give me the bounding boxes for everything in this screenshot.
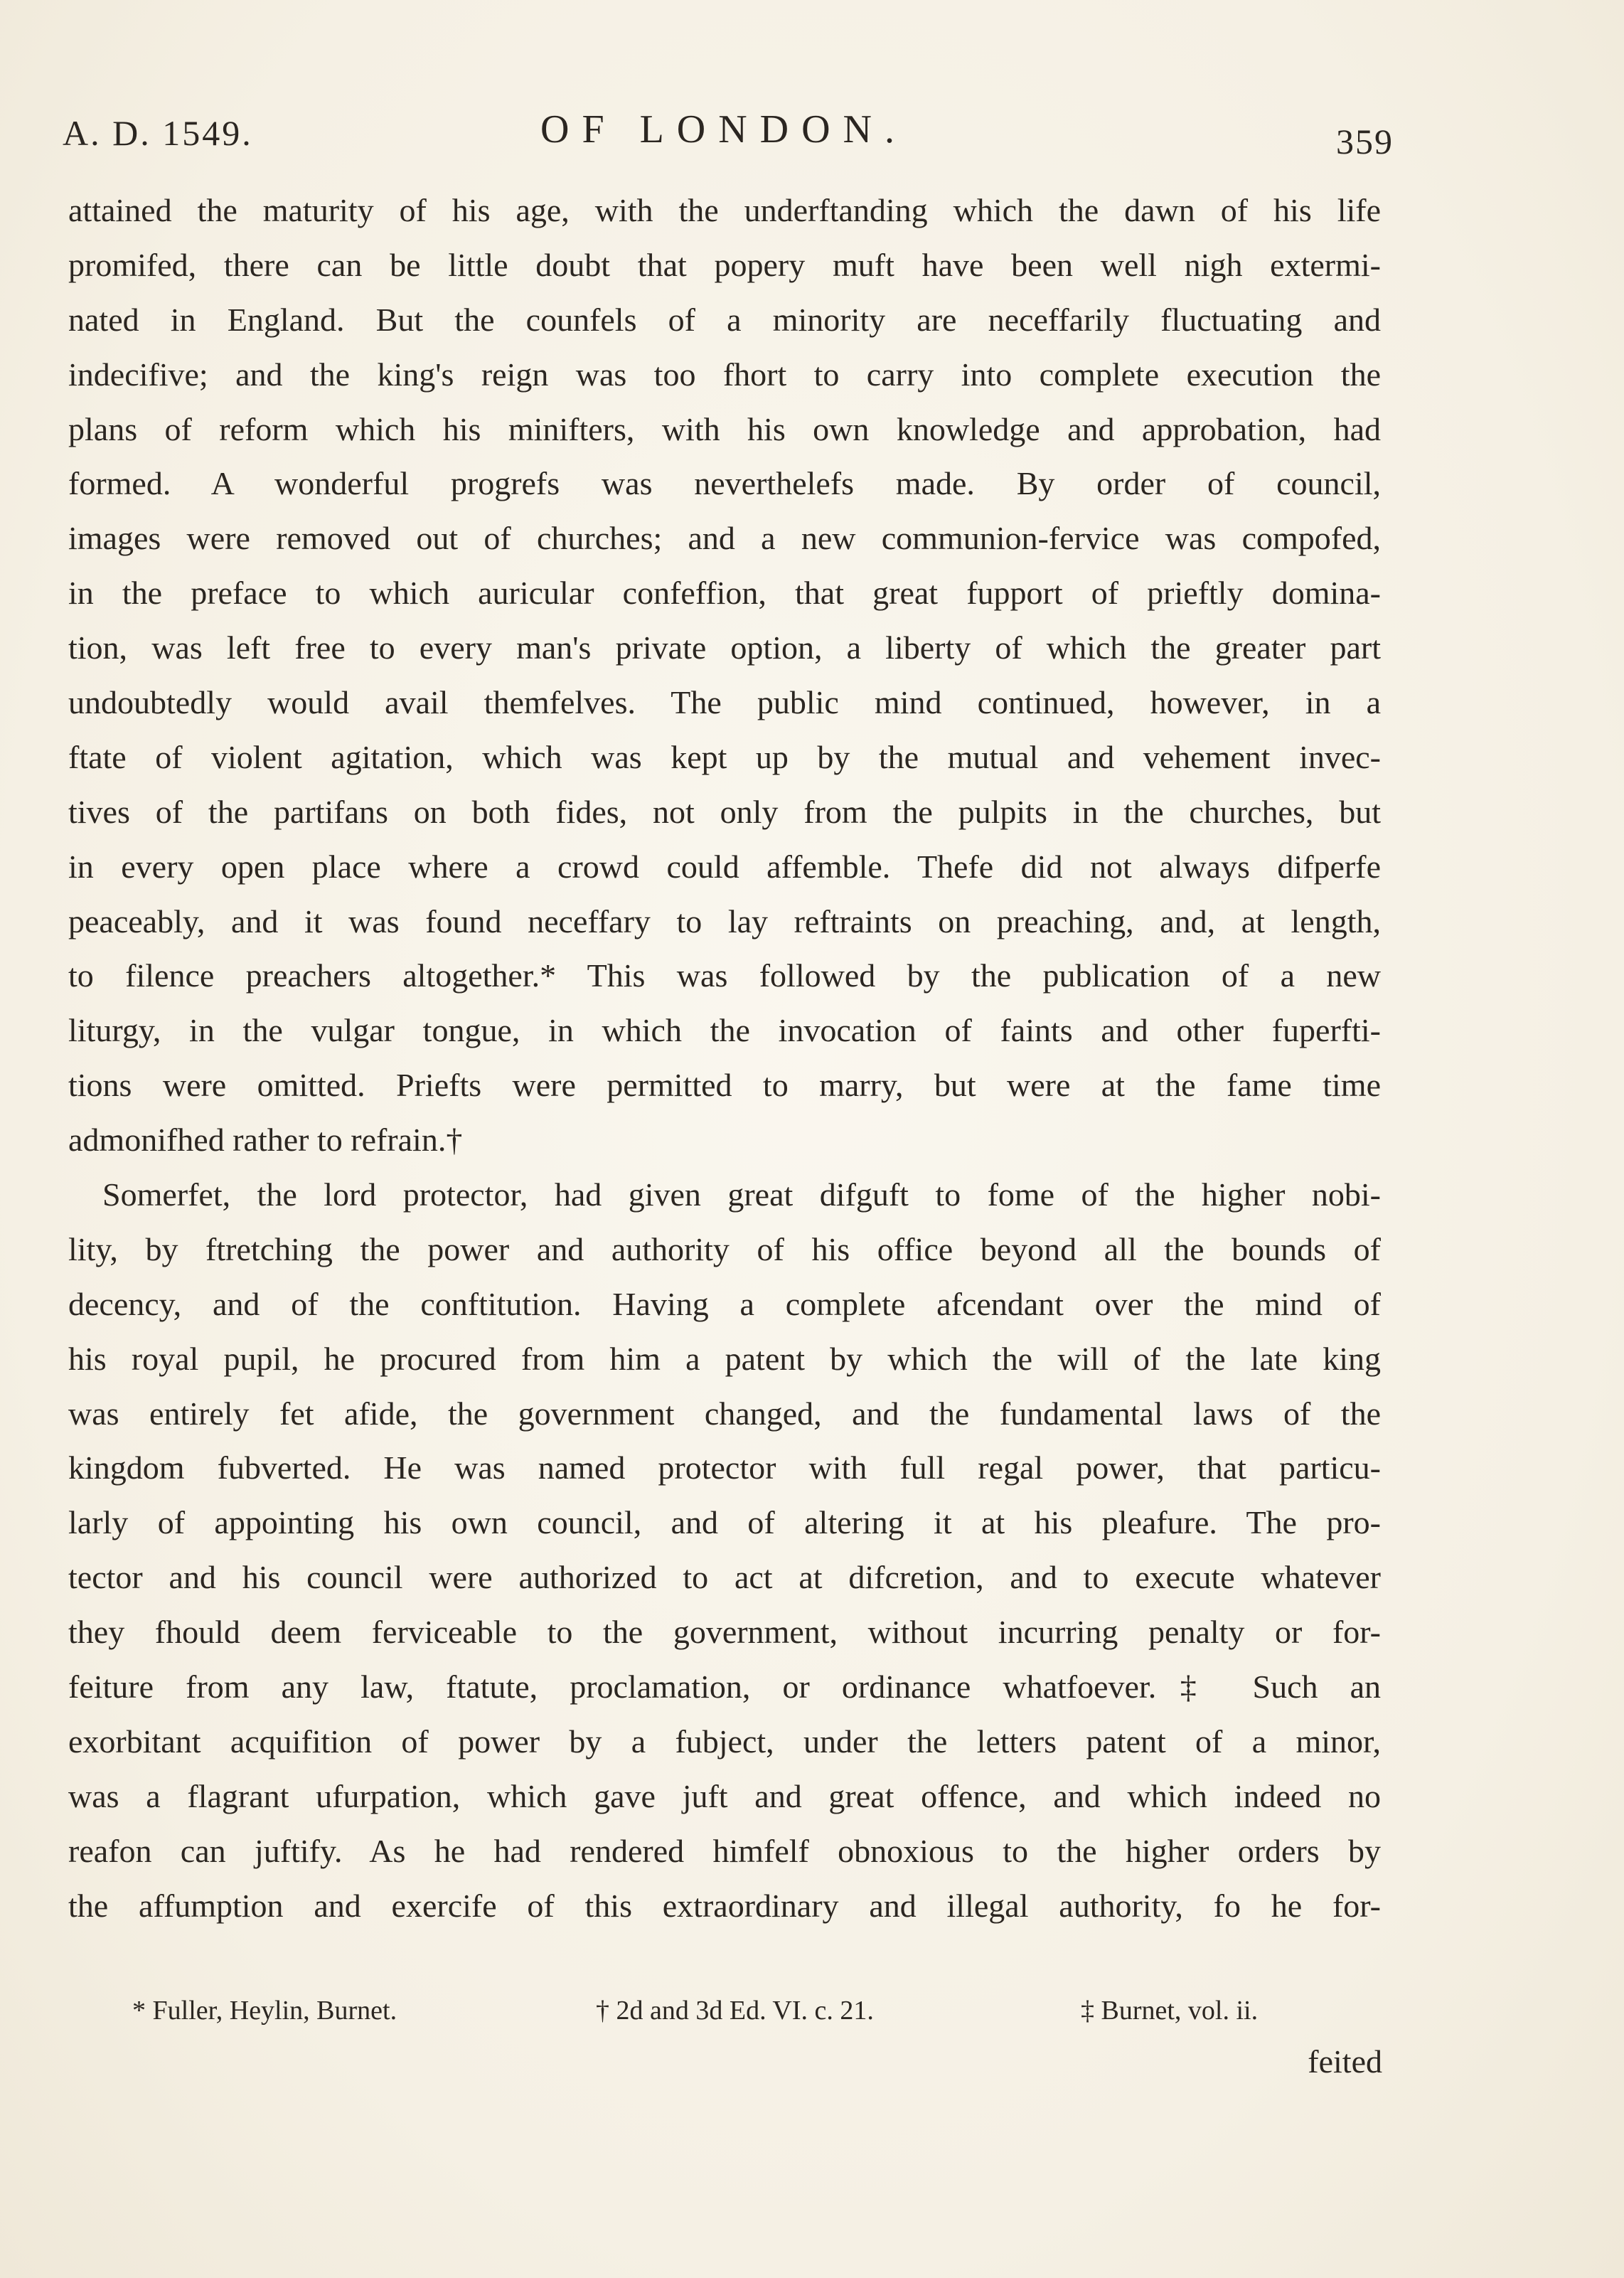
text-line: lity, by ftretching the power and authority of his office beyond all the bounds of [68, 1230, 1381, 1267]
running-head-title: OF LONDON. [540, 107, 907, 151]
text-line: formed. A wonderful progrefs was neverthelefs made. By order of council, [68, 465, 1381, 502]
text-line: feiture from any law, ftatute, proclamation, or ordinance whatfoever.‡ Such an [68, 1668, 1381, 1705]
text-line: larly of appointing his own council, and of altering it at his pleafure. The pro- [68, 1504, 1381, 1541]
running-head [63, 107, 1394, 164]
text-line: nated in England. But the counfels of a minority are neceffarily fluctuating and [68, 301, 1381, 338]
text-line: in every open place where a crowd could affemble. Thefe did not always difperfe [68, 848, 1381, 885]
text-line: reafon can juftify. As he had rendered himfelf obnoxious to the higher orders by [68, 1832, 1381, 1869]
footnote-3: ‡ Burnet, vol. ii. [1081, 1996, 1259, 2026]
page-number: 359 [1336, 122, 1394, 161]
text-line: images were removed out of churches; and a new communion-fervice was compofed, [68, 520, 1381, 557]
text-line: peaceably, and it was found neceffary to lay reftraints on preaching, and, at length, [68, 903, 1381, 940]
text-line: to filence preachers altogether.* This was followed by the publication of a new [68, 957, 1381, 994]
text-line: the affumption and exercife of this extraordinary and illegal authority, fo he for- [68, 1887, 1381, 1924]
text-line: promifed, there can be little doubt that popery muft have been well nigh extermi- [68, 246, 1381, 283]
footnote-1: * Fuller, Heylin, Burnet. [132, 1996, 397, 2026]
text-line: attained the maturity of his age, with the underftanding which the dawn of his life [68, 192, 1381, 228]
text-line: was entirely fet afide, the government changed, and the fundamental laws of the [68, 1395, 1381, 1432]
footnote-2: † 2d and 3d Ed. VI. c. 21. [596, 1996, 874, 2026]
text-line: liturgy, in the vulgar tongue, in which the invocation of faints and other fuperfti- [68, 1012, 1381, 1049]
text-line: was a flagrant ufurpation, which gave juft and great offence, and which indeed no [68, 1777, 1381, 1814]
text-line: tector and his council were authorized to act at difcretion, and to execute whatever [68, 1559, 1381, 1596]
body-text [68, 183, 1381, 1934]
text-line: ftate of violent agitation, which was kept up by the mutual and vehement invec- [68, 738, 1381, 775]
text-line: undoubtedly would avail themfelves. The public mind continued, however, in a [68, 684, 1381, 721]
text-line: decency, and of the conftitution. Having a complete afcendant over the mind of [68, 1285, 1381, 1322]
text-line: kingdom fubverted. He was named protector with full regal power, that particu- [68, 1449, 1381, 1486]
text-line: his royal pupil, he procured from him a patent by which the will of the late king [68, 1340, 1381, 1377]
text-line: admonifhed rather to refrain.† [68, 1122, 463, 1159]
text-line: tives of the partifans on both fides, not only from the pulpits in the churches, but [68, 793, 1381, 830]
text-line: Somerfet, the lord protector, had given great difguft to fome of the higher nobi- [102, 1176, 1381, 1213]
paragraph-1 [68, 183, 1381, 1168]
text-line: exorbitant acquifition of power by a fubject, under the letters patent of a minor, [68, 1723, 1381, 1760]
text-line: plans of reform which his minifters, with his own knowledge and approbation, had [68, 410, 1381, 447]
paragraph-2 [68, 1168, 1381, 1933]
text-line: tion, was left free to every man's private option, a liberty of which the greater part [68, 629, 1381, 666]
text-line: tions were omitted. Priefts were permitted to marry, but were at the fame time [68, 1067, 1381, 1104]
text-line: in the preface to which auricular confeffion, that great fupport of prieftly domina- [68, 575, 1381, 612]
catchword: feited [1308, 2043, 1382, 2080]
text-line: indecifive; and the king's reign was too fhort to carry into complete execution the [68, 356, 1381, 393]
text-line: they fhould deem ferviceable to the government, without incurring penalty or for- [68, 1614, 1381, 1651]
footnotes [0, 1995, 1624, 2038]
running-head-date: A. D. 1549. [63, 113, 253, 153]
